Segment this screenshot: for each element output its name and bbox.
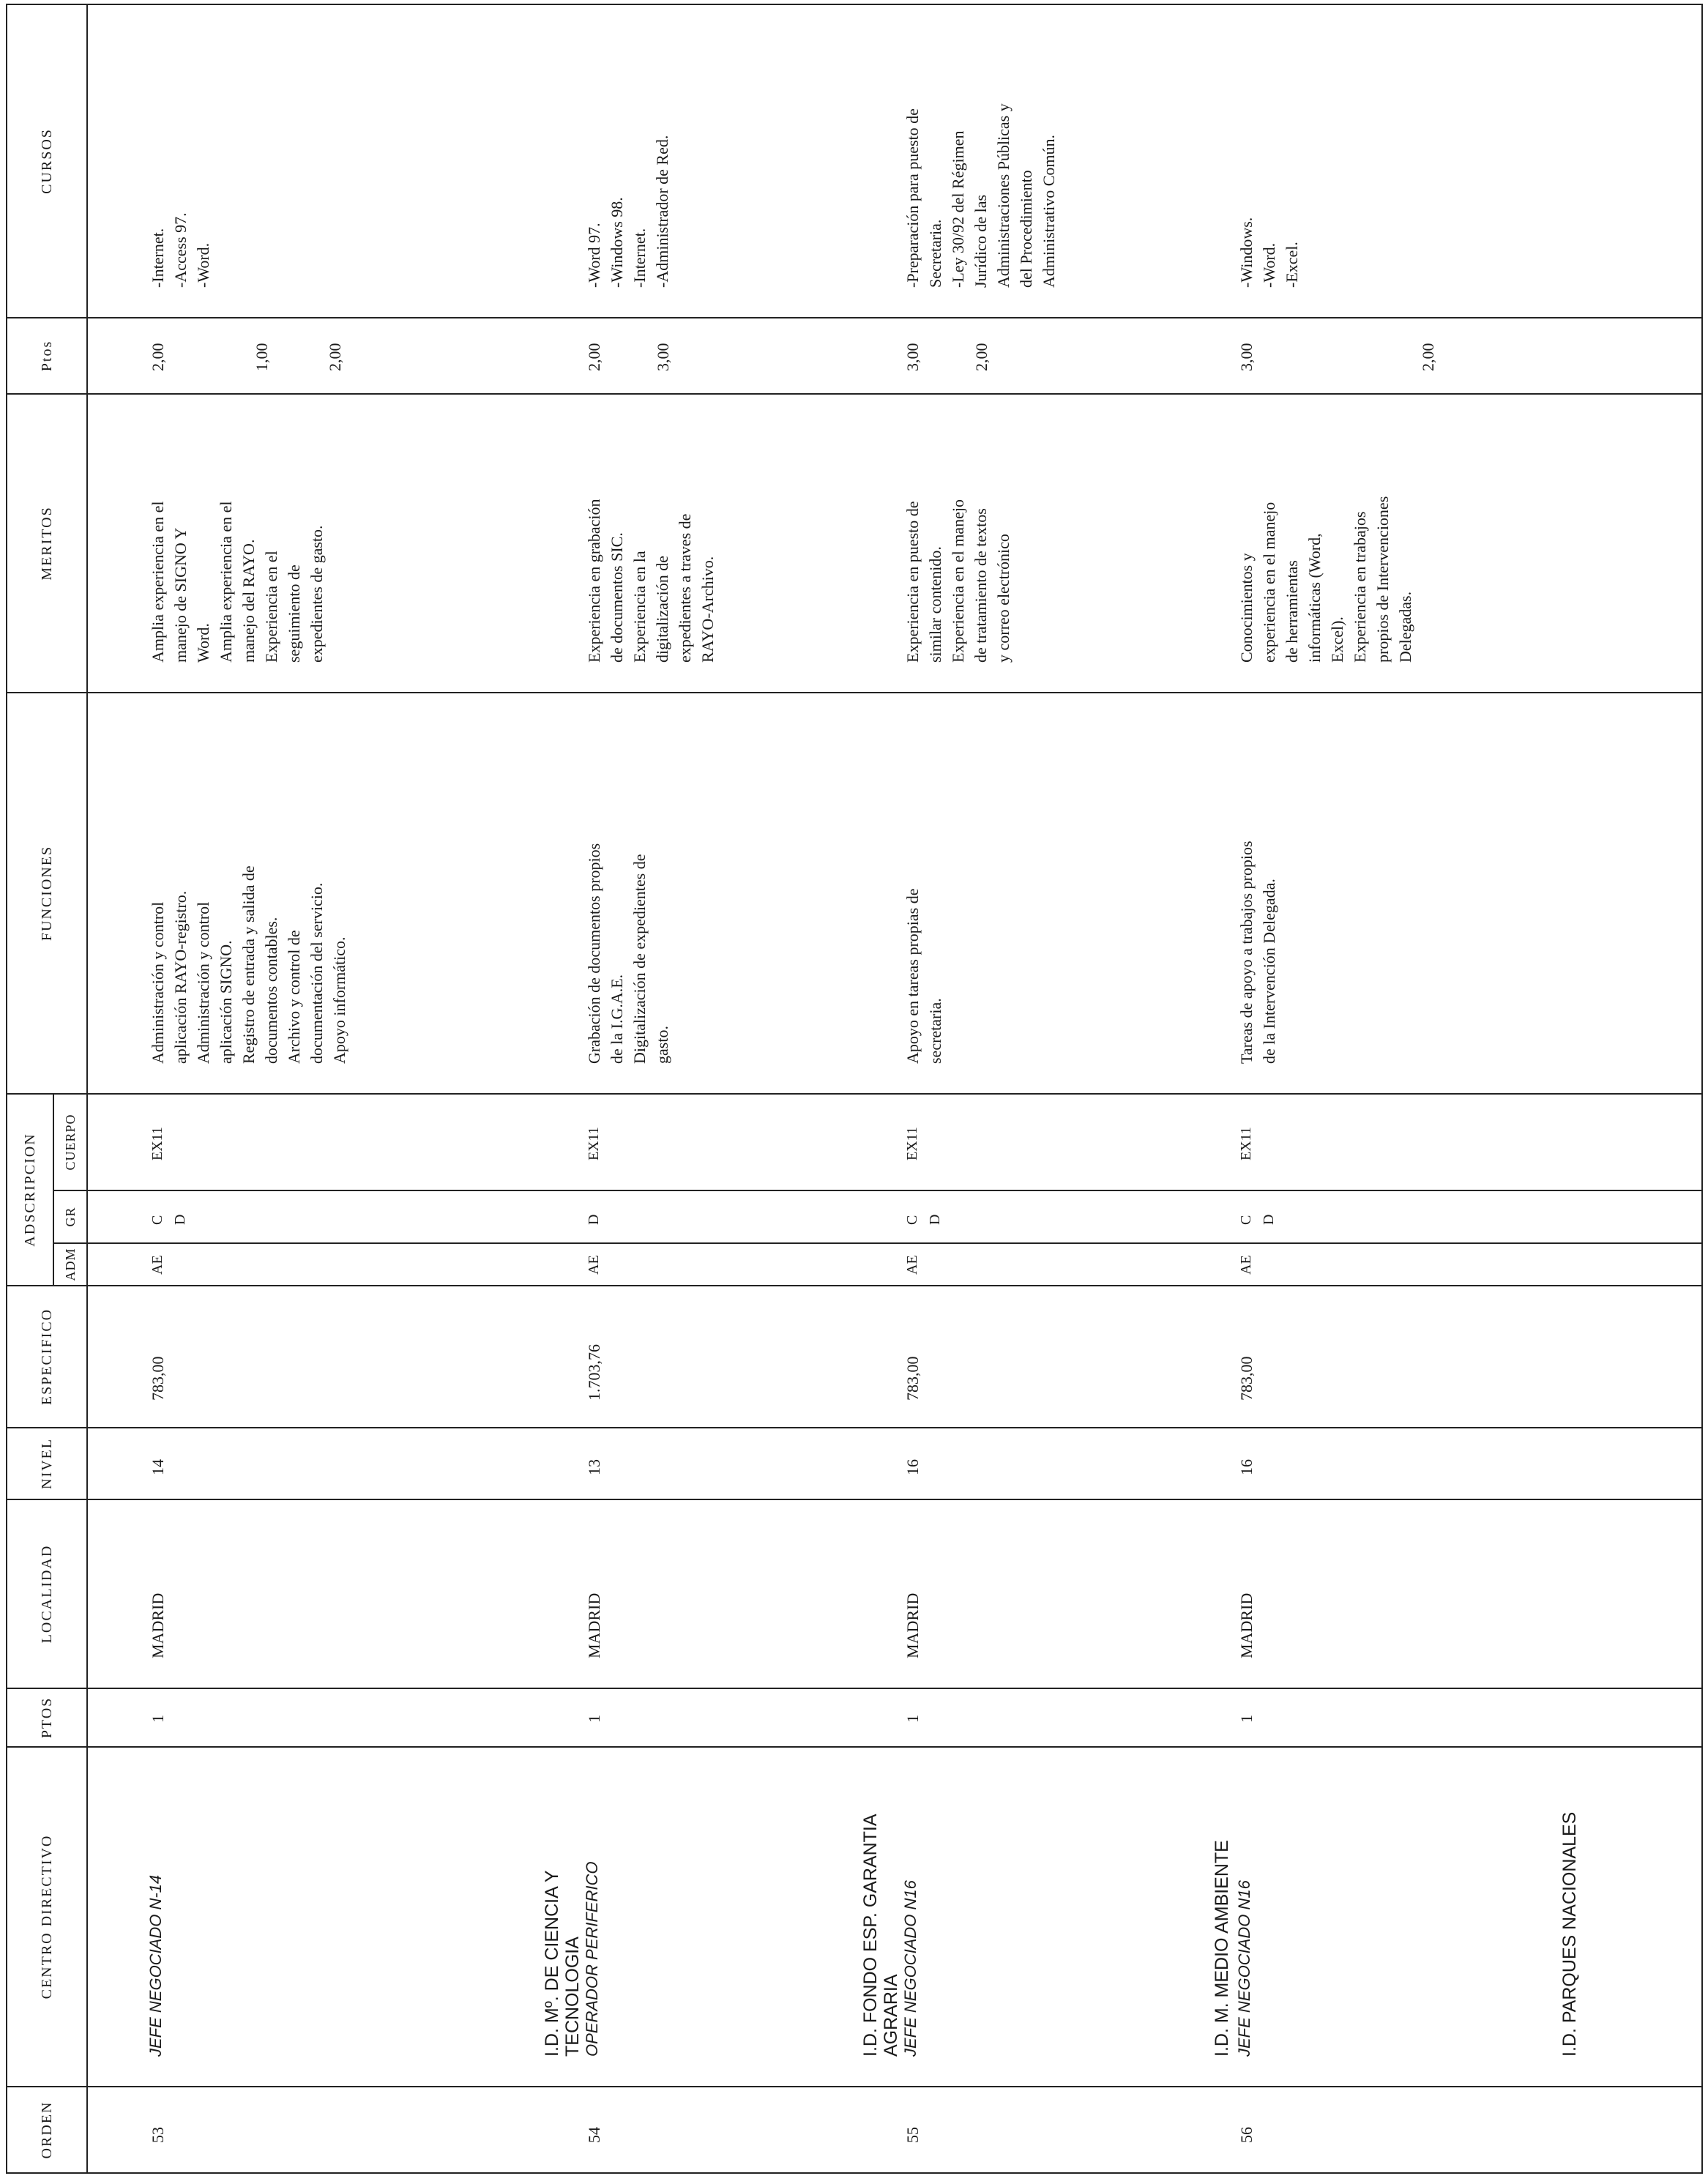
especifico-54: 1.703,76: [585, 1344, 603, 1401]
cuerpo-56: EX11: [1238, 1127, 1254, 1160]
column-adm: [87, 1243, 1702, 1286]
especifico-56: 783,00: [1237, 1356, 1256, 1401]
meritos-53: Amplia experiencia en el manejo de SIGNO Y Word. Amplia experiencia en el manejo del RAYO. Experiencia en el seguimiento de expedientes de gasto.: [149, 501, 326, 663]
nivel-55: 16: [903, 1459, 922, 1475]
meritos-ptos-55-a: 3,00: [903, 343, 922, 371]
nivel-53: 14: [149, 1459, 167, 1475]
cursos-56: -Windows. -Word. -Excel.: [1237, 217, 1301, 288]
column-ptos: [87, 1688, 1702, 1747]
ptos-54: 1: [585, 1715, 603, 1723]
meritos-ptos-56-a: 3,00: [1237, 343, 1256, 371]
cursos-54: -Word 97. -Windows 98. -Internet. -Administrador de Red.: [585, 135, 671, 288]
meritos-54: Experiencia en grabación de documentos SIC. Experiencia en la digitalización de expedientes a traves de RAYO-Archivo.: [585, 499, 717, 663]
cuerpo-54: EX11: [586, 1127, 602, 1160]
header-adm: ADM: [53, 1243, 87, 1286]
column-meritos: [87, 394, 1702, 693]
puesto-row-56: JEFE NEGOCIADO N16: [1235, 1880, 1253, 2057]
especifico-55: 783,00: [903, 1356, 922, 1401]
section-parques-nacionales: I.D. PARQUES NACIONALES: [1559, 1811, 1580, 2057]
funciones-55: Apoyo en tareas propias de secretaria.: [903, 888, 944, 1064]
header-meritos: MERITOS: [7, 394, 87, 693]
header-nivel: NIVEL: [7, 1428, 87, 1499]
cuerpo-55: EX11: [904, 1127, 920, 1160]
localidad-55: MADRID: [903, 1592, 922, 1658]
header-orden: ORDEN: [7, 2087, 87, 2173]
header-especifico: ESPECIFICO: [7, 1286, 87, 1428]
funciones-54: Grabación de documentos propios de la I.G.A.E. Digitalización de expedientes de gasto.: [585, 843, 671, 1064]
meritos-ptos-53-c: 2,00: [326, 343, 344, 371]
job-positions-table: [6, 4, 1703, 2174]
header-gr: GR: [53, 1190, 87, 1243]
gr-54: D: [586, 1214, 602, 1225]
gr-55: C D: [904, 1214, 943, 1225]
section-fondo-garantia-agraria: I.D. FONDO ESP. GARANTIA AGRARIA: [860, 1814, 901, 2057]
header-cursos: CURSOS: [7, 4, 87, 318]
column-orden: [87, 2087, 1702, 2173]
especifico-53: 783,00: [149, 1356, 167, 1401]
column-cursos: [87, 4, 1702, 318]
header-localidad: LOCALIDAD: [7, 1499, 87, 1688]
column-funciones: [87, 693, 1702, 1094]
header-adscripcion: ADSCRIPCION: [7, 1094, 53, 1286]
gr-53: C D: [149, 1214, 188, 1225]
localidad-54: MADRID: [585, 1592, 603, 1658]
column-gr: [87, 1190, 1702, 1243]
column-nivel: [87, 1428, 1702, 1499]
header-ptos: PTOS: [7, 1688, 87, 1747]
meritos-ptos-54-b: 3,00: [654, 343, 672, 371]
meritos-ptos-56-b: 2,00: [1419, 343, 1437, 371]
header-meritos-ptos: Ptos: [7, 318, 87, 394]
meritos-ptos-54-a: 2,00: [585, 343, 603, 371]
funciones-56: Tareas de apoyo a trabajos propios de la Intervención Delegada.: [1237, 841, 1278, 1064]
orden-54: 54: [585, 2127, 603, 2143]
localidad-53: MADRID: [149, 1592, 167, 1658]
orden-55: 55: [903, 2127, 922, 2143]
section-medio-ambiente: I.D. M. MEDIO AMBIENTE: [1212, 1840, 1232, 2057]
puesto-row-54: OPERADOR PERIFERICO: [583, 1861, 601, 2057]
section-ciencia-tecnologia: I.D. Mº. DE CIENCIA Y TECNOLOGIA: [542, 1870, 583, 2057]
meritos-56: Conocimientos y experiencia en el manejo de herramientas informáticas (Word, Excel). Experiencia en trabajos propios de Intervenciones Delegadas.: [1237, 496, 1414, 663]
orden-56: 56: [1237, 2127, 1256, 2143]
ptos-55: 1: [903, 1715, 922, 1723]
header-centro-directivo: CENTRO DIRECTIVO: [7, 1747, 87, 2087]
adm-54: AE: [586, 1255, 602, 1275]
meritos-ptos-55-b: 2,00: [972, 343, 991, 371]
localidad-56: MADRID: [1237, 1592, 1256, 1658]
gr-56: C D: [1238, 1214, 1277, 1225]
ptos-56: 1: [1237, 1715, 1256, 1723]
nivel-54: 13: [585, 1459, 603, 1475]
meritos-ptos-53-a: 2,00: [149, 343, 167, 371]
column-centro-directivo: [87, 1747, 1702, 2087]
puesto-row-55: JEFE NEGOCIADO N16: [901, 1880, 920, 2057]
adm-55: AE: [904, 1255, 920, 1275]
column-especifico: [87, 1286, 1702, 1428]
funciones-53: Administración y control aplicación RAYO-registro. Administración y control aplicación SIGNO. Registro de entrada y salida de documentos contables. Archivo y control de documentación del servicio. Apoyo informático.: [149, 865, 348, 1064]
header-funciones: FUNCIONES: [7, 693, 87, 1094]
meritos-ptos-53-b: 1,00: [253, 343, 271, 371]
column-cuerpo: [87, 1094, 1702, 1190]
puesto-row-53: JEFE NEGOCIADO N-14: [146, 1874, 165, 2057]
adm-56: AE: [1238, 1255, 1254, 1275]
orden-53: 53: [149, 2127, 167, 2143]
column-meritos-ptos: [87, 318, 1702, 394]
ptos-53: 1: [149, 1715, 167, 1723]
adm-53: AE: [149, 1255, 165, 1275]
cursos-55: -Preparación para puesto de Secretaria. -Ley 30/92 del Régimen Jurídico de las Administraciones Públicas y del Procedimiento Administrativo Común.: [903, 103, 1058, 288]
nivel-56: 16: [1237, 1459, 1256, 1475]
cuerpo-53: EX11: [149, 1127, 165, 1160]
header-cuerpo: CUERPO: [53, 1094, 87, 1190]
column-localidad: [87, 1499, 1702, 1688]
cursos-53: -Internet. -Access 97. -Word.: [149, 212, 212, 288]
meritos-55: Experiencia en puesto de similar contenido. Experiencia en el manejo de tratamiento de textos y correo electrónico: [903, 499, 1013, 663]
